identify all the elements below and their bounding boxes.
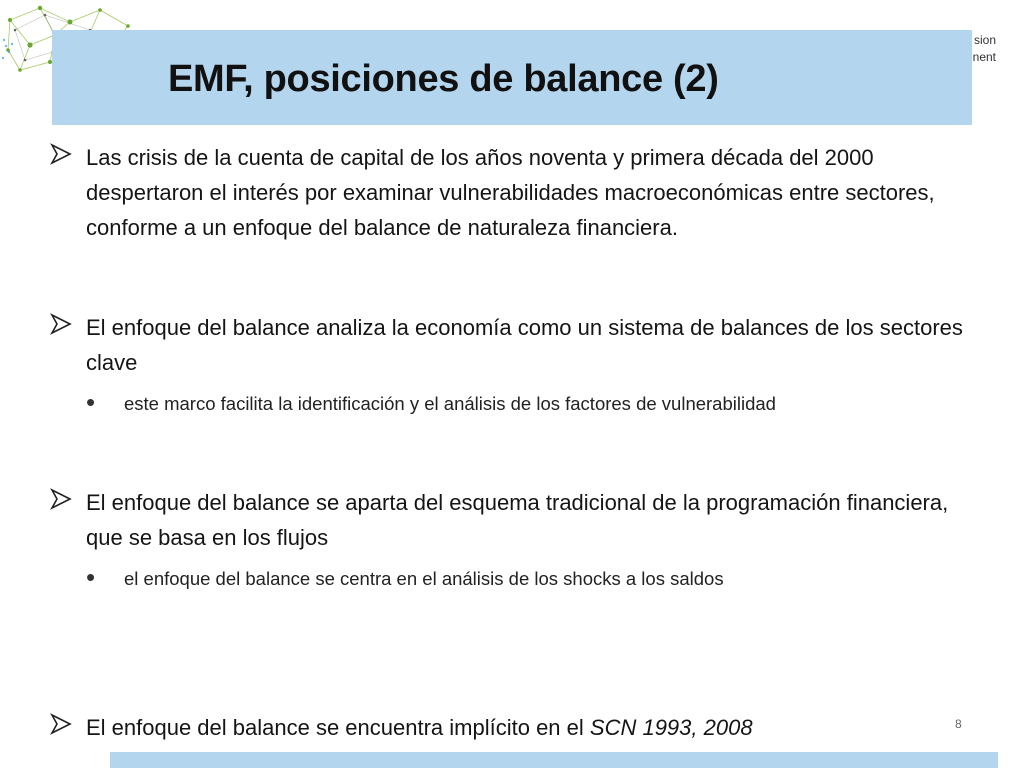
dot-bullet-icon: •	[86, 387, 96, 417]
sub-bullet-2	[86, 387, 986, 418]
bullet-3	[50, 485, 980, 555]
slide-title: EMF, posiciones de balance (2)	[168, 58, 719, 100]
corner-caption	[973, 32, 996, 66]
bullet-3-text: El enfoque del balance se aparta del esquema tradicional de la programación financiera, que se basa en los flujos	[86, 490, 949, 550]
dot-bullet-icon: •	[86, 562, 96, 592]
bullet-2	[50, 310, 980, 380]
arrowhead-bullet-icon	[50, 488, 72, 510]
page-number: 8	[955, 717, 962, 731]
sub-bullet-3	[86, 562, 986, 593]
sub-bullet-2-text: este marco facilita la identificación y el análisis de los factores de vulnerabilidad	[124, 393, 776, 414]
bullet-4-text	[86, 710, 980, 745]
bullet-4-italic: SCN 1993, 2008	[589, 715, 753, 740]
footer-bar	[110, 752, 998, 768]
bullet-1	[50, 140, 980, 245]
corner-line-1: sion	[973, 33, 996, 47]
bullet-4	[50, 710, 980, 745]
arrowhead-bullet-icon	[50, 313, 72, 335]
bullet-1-text: Las crisis de la cuenta de capital de los años noventa y primera década del 2000 despertaron el interés por examinar vulnerabilidades macroeconómicas entre sectores, conforme a un enfoque del balance de naturaleza financiera.	[86, 145, 935, 240]
sub-bullet-3-text: el enfoque del balance se centra en el análisis de los shocks a los saldos	[124, 568, 724, 589]
corner-line-2: nent	[972, 50, 996, 64]
arrowhead-bullet-icon	[50, 143, 72, 165]
bullet-4-plain: El enfoque del balance se encuentra implícito en el	[86, 715, 590, 740]
arrowhead-bullet-icon	[50, 713, 72, 735]
bullet-2-text: El enfoque del balance analiza la economía como un sistema de balances de los sectores clave	[86, 315, 963, 375]
